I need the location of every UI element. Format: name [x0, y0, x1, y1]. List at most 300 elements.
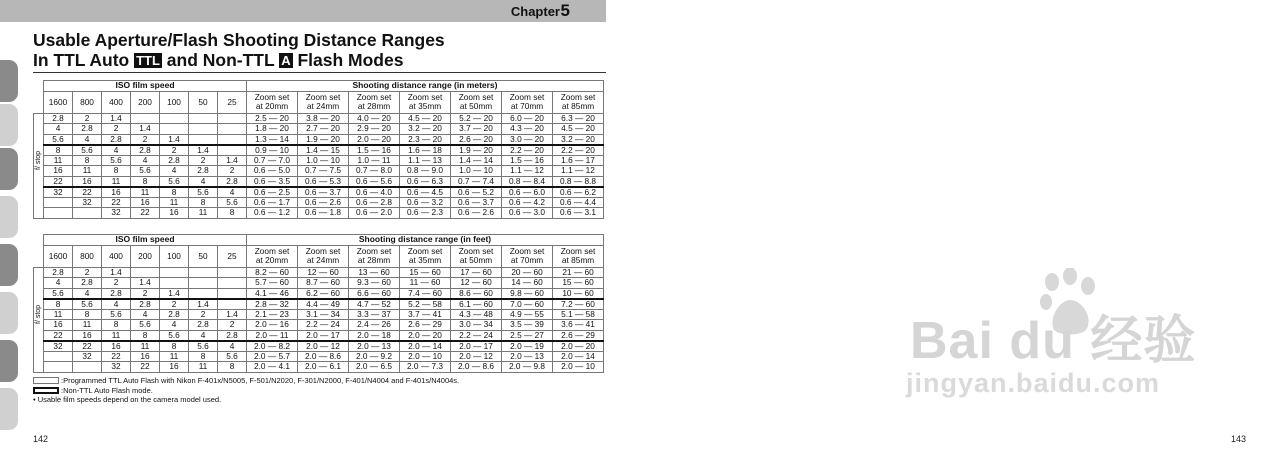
aperture-cell: 5.6: [73, 299, 102, 310]
aperture-cell: [44, 197, 73, 208]
distance-cell: 0.6 — 5.6: [349, 176, 400, 187]
aperture-cell: 2: [102, 124, 131, 135]
distance-cell: 0.6 — 2.3: [400, 208, 451, 219]
iso-speed-header: 50: [189, 91, 218, 113]
aperture-cell: 32: [44, 187, 73, 198]
distance-cell: 2.0 — 16: [247, 320, 298, 331]
table-row: [34, 134, 604, 145]
distance-cell: 2.0 — 20: [349, 134, 400, 145]
distance-cell: 1.9 — 20: [451, 145, 502, 156]
distance-cell: 2.6 — 20: [451, 134, 502, 145]
distance-cell: 2.0 — 18: [349, 330, 400, 341]
distance-cell: 0.6 — 3.5: [247, 176, 298, 187]
legend-non-ttl: [33, 386, 459, 396]
aperture-cell: 22: [44, 330, 73, 341]
corner-cell: [34, 235, 44, 246]
table-row: [34, 278, 604, 289]
table-row: [34, 320, 604, 331]
title-divider: [33, 72, 606, 73]
aperture-cell: 5.6: [218, 197, 247, 208]
distance-cell: 0.6 — 5.0: [247, 166, 298, 177]
aperture-cell: 5.6: [160, 330, 189, 341]
aperture-cell: [189, 288, 218, 299]
table-row: [34, 208, 604, 219]
aperture-cell: 2: [218, 166, 247, 177]
zoom-header-line: Zoom set: [305, 246, 341, 256]
aperture-cell: 4: [73, 134, 102, 145]
zoom-header-line: Zoom set: [305, 92, 341, 102]
aperture-cell: 2.8: [189, 320, 218, 331]
table-header-row: [34, 235, 604, 246]
zoom-header: [349, 245, 400, 267]
distance-cell: 0.6 — 5.2: [451, 187, 502, 198]
distance-cell: 0.7 — 8.0: [349, 166, 400, 177]
aperture-cell: 8: [131, 330, 160, 341]
table-row: [34, 267, 604, 278]
distance-cell: 2.0 — 10: [553, 362, 604, 373]
aperture-cell: 1.4: [131, 124, 160, 135]
aperture-cell: 1.4: [218, 309, 247, 320]
zoom-header: [247, 91, 298, 113]
aperture-cell: 11: [189, 208, 218, 219]
iso-header: ISO film speed: [44, 235, 247, 246]
distance-cell: 0.6 — 3.0: [502, 208, 553, 219]
aperture-cell: 4: [160, 166, 189, 177]
distance-cell: 2.0 — 8.6: [451, 362, 502, 373]
aperture-cell: 1.4: [160, 134, 189, 145]
distance-cell: 2.0 — 4.1: [247, 362, 298, 373]
iso-speed-header: 100: [160, 245, 189, 267]
aperture-cell: 8: [131, 176, 160, 187]
iso-speed-header: 400: [102, 245, 131, 267]
aperture-cell: 2.8: [102, 134, 131, 145]
distance-cell: 8.6 — 60: [451, 288, 502, 299]
aperture-cell: 4: [44, 124, 73, 135]
legend-ttl-text: :Programmed TTL Auto Flash with Nikon F-401x/N5005, F-501/N2020, F-301/N2000, F-401/N4004 and F-401s/N4004s.: [61, 376, 460, 385]
title-text: In TTL Auto: [33, 50, 135, 70]
table-header-row: [34, 81, 604, 92]
aperture-cell: 4: [218, 187, 247, 198]
distance-cell: 3.2 — 20: [553, 134, 604, 145]
watermark-logo-text: Bai du 经验: [910, 312, 1197, 370]
table-row: [34, 197, 604, 208]
aperture-cell: [189, 134, 218, 145]
aperture-cell: 8: [160, 187, 189, 198]
table-row: [34, 309, 604, 320]
aperture-cell: 5.6: [218, 351, 247, 362]
non-ttl-swatch: [33, 387, 59, 394]
distance-cell: 3.8 — 20: [298, 113, 349, 124]
chapter-bar: [0, 0, 606, 22]
ttl-swatch: [33, 377, 59, 384]
distance-cell: 1.4 — 14: [451, 155, 502, 166]
aperture-cell: 22: [102, 197, 131, 208]
aperture-cell: 8: [189, 351, 218, 362]
distance-cell: 20 — 60: [502, 267, 553, 278]
iso-speed-header: 200: [131, 91, 160, 113]
aperture-cell: 2: [160, 299, 189, 310]
zoom-header: [451, 245, 502, 267]
distance-cell: 0.6 — 2.6: [451, 208, 502, 219]
legend-note: [33, 395, 459, 405]
aperture-cell: 16: [44, 166, 73, 177]
distance-cell: 11 — 60: [400, 278, 451, 289]
corner-cell: [34, 245, 44, 267]
aperture-cell: 2.8: [44, 267, 73, 278]
distance-cell: 1.6 — 18: [400, 145, 451, 156]
distance-cell: 6.0 — 20: [502, 113, 553, 124]
iso-speed-header: 25: [218, 91, 247, 113]
distance-cell: 4.4 — 49: [298, 299, 349, 310]
aperture-cell: 2: [131, 134, 160, 145]
distance-cell: 1.6 — 17: [553, 155, 604, 166]
aperture-cell: [160, 113, 189, 124]
distance-cell: 0.6 — 6.3: [400, 176, 451, 187]
aperture-cell: 5.6: [73, 145, 102, 156]
distance-cell: 2.0 — 13: [502, 351, 553, 362]
aperture-cell: [44, 208, 73, 219]
distance-cell: 6.3 — 20: [553, 113, 604, 124]
distance-cell: 2.2 — 24: [451, 330, 502, 341]
distance-cell: 0.6 — 4.2: [502, 197, 553, 208]
aperture-cell: 4: [189, 330, 218, 341]
distance-cell: 7.4 — 60: [400, 288, 451, 299]
distance-cell: 0.9 — 10: [247, 145, 298, 156]
distance-cell: 3.7 — 41: [400, 309, 451, 320]
distance-cell: 1.1 — 12: [502, 166, 553, 177]
aperture-cell: 11: [44, 155, 73, 166]
distance-cell: 1.0 — 11: [349, 155, 400, 166]
distance-cell: 1.4 — 15: [298, 145, 349, 156]
distance-cell: 3.7 — 20: [451, 124, 502, 135]
zoom-header: [451, 91, 502, 113]
zoom-header: [553, 245, 604, 267]
distance-cell: 2.0 — 14: [400, 341, 451, 352]
zoom-header-line: at 70mm: [510, 101, 544, 111]
table-subheader-row: [34, 91, 604, 113]
aperture-cell: 2.8: [73, 278, 102, 289]
distance-cell: 2.0 — 5.7: [247, 351, 298, 362]
aperture-cell: 2: [189, 155, 218, 166]
chapter-tab: [0, 244, 18, 286]
zoom-header-line: at 24mm: [306, 101, 340, 111]
distance-cell: 1.0 — 10: [451, 166, 502, 177]
zoom-header-line: at 35mm: [408, 255, 442, 265]
meters-distance-table: [33, 80, 604, 219]
aperture-cell: 2.8: [189, 166, 218, 177]
distance-cell: 8.7 — 60: [298, 278, 349, 289]
zoom-header-line: at 20mm: [255, 101, 289, 111]
distance-cell: 2.6 — 29: [400, 320, 451, 331]
aperture-cell: 32: [73, 197, 102, 208]
aperture-cell: [218, 267, 247, 278]
aperture-cell: 2.8: [218, 176, 247, 187]
table-row: [34, 187, 604, 198]
aperture-cell: 8: [218, 362, 247, 373]
table-row: [34, 124, 604, 135]
aperture-cell: 11: [160, 351, 189, 362]
distance-cell: 6.1 — 60: [451, 299, 502, 310]
table-row: [34, 351, 604, 362]
iso-speed-header: 100: [160, 91, 189, 113]
distance-cell: 17 — 60: [451, 267, 502, 278]
distance-cell: 0.6 — 2.0: [349, 208, 400, 219]
distance-cell: 0.7 — 7.0: [247, 155, 298, 166]
aperture-cell: [73, 362, 102, 373]
distance-cell: 4.0 — 20: [349, 113, 400, 124]
aperture-cell: 16: [73, 176, 102, 187]
distance-cell: 0.6 — 6.0: [502, 187, 553, 198]
distance-cell: 0.6 — 1.7: [247, 197, 298, 208]
distance-cell: 3.2 — 20: [400, 124, 451, 135]
zoom-header: [400, 91, 451, 113]
chapter-tab: [0, 148, 18, 190]
fstop-label-cell: [34, 113, 44, 218]
aperture-cell: [189, 113, 218, 124]
distance-cell: 2.0 — 20: [400, 330, 451, 341]
distance-cell: 0.6 — 2.5: [247, 187, 298, 198]
aperture-cell: 8: [73, 309, 102, 320]
distance-cell: 12 — 60: [451, 278, 502, 289]
aperture-cell: [160, 124, 189, 135]
feet-distance-table: [33, 234, 604, 373]
distance-cell: 2.0 — 12: [298, 341, 349, 352]
table-row: [34, 113, 604, 124]
distance-cell: 2.7 — 20: [298, 124, 349, 135]
table-subheader-row: [34, 245, 604, 267]
aperture-cell: 5.6: [44, 288, 73, 299]
distance-cell: 6.2 — 60: [298, 288, 349, 299]
corner-cell: [34, 91, 44, 113]
distance-cell: 0.6 — 3.7: [451, 197, 502, 208]
aperture-cell: 32: [102, 208, 131, 219]
corner-cell: [34, 81, 44, 92]
table-row: [34, 176, 604, 187]
zoom-header-line: at 28mm: [357, 255, 391, 265]
distance-cell: 15 — 60: [553, 278, 604, 289]
aperture-cell: 8: [44, 299, 73, 310]
zoom-header-line: Zoom set: [356, 92, 392, 102]
distance-cell: 2.0 — 19: [502, 341, 553, 352]
aperture-cell: 22: [73, 187, 102, 198]
distance-cell: 2.0 — 10: [400, 351, 451, 362]
aperture-cell: [218, 113, 247, 124]
zoom-header-line: at 28mm: [357, 101, 391, 111]
distance-cell: 2.3 — 20: [400, 134, 451, 145]
aperture-cell: 1.4: [189, 299, 218, 310]
aperture-cell: 2: [160, 145, 189, 156]
chapter-tab: [0, 60, 18, 102]
distance-cell: 10 — 60: [553, 288, 604, 299]
distance-cell: 2.0 — 6.5: [349, 362, 400, 373]
zoom-header-line: Zoom set: [356, 246, 392, 256]
aperture-cell: [44, 351, 73, 362]
aperture-cell: 1.4: [102, 113, 131, 124]
distance-cell: 4.1 — 46: [247, 288, 298, 299]
aperture-cell: 5.6: [102, 309, 131, 320]
aperture-cell: 5.6: [160, 176, 189, 187]
distance-cell: 2.2 — 24: [298, 320, 349, 331]
zoom-header-line: at 70mm: [510, 255, 544, 265]
iso-header: ISO film speed: [44, 81, 247, 92]
distance-cell: 2.1 — 23: [247, 309, 298, 320]
distance-cell: 14 — 60: [502, 278, 553, 289]
aperture-cell: 16: [102, 187, 131, 198]
distance-cell: 9.3 — 60: [349, 278, 400, 289]
aperture-cell: 11: [102, 176, 131, 187]
distance-cell: 1.1 — 12: [553, 166, 604, 177]
distance-cell: 3.1 — 34: [298, 309, 349, 320]
title-line-2: [33, 50, 445, 70]
distance-cell: 2.5 — 20: [247, 113, 298, 124]
distance-cell: 2.0 — 13: [349, 341, 400, 352]
zoom-header: [349, 91, 400, 113]
aperture-cell: 2: [73, 267, 102, 278]
distance-cell: 2.0 — 12: [451, 351, 502, 362]
distance-cell: 2.0 — 11: [247, 330, 298, 341]
zoom-header-line: at 85mm: [561, 101, 595, 111]
aperture-cell: 2.8: [131, 145, 160, 156]
aperture-cell: 1.4: [189, 145, 218, 156]
distance-cell: 0.6 — 1.8: [298, 208, 349, 219]
aperture-cell: 1.4: [160, 288, 189, 299]
zoom-header-line: at 20mm: [255, 255, 289, 265]
distance-cell: 0.6 — 4.4: [553, 197, 604, 208]
zoom-header-line: at 50mm: [459, 255, 493, 265]
distance-header: Shooting distance range (in meters): [247, 81, 604, 92]
aperture-cell: [131, 267, 160, 278]
legend: [33, 376, 459, 405]
distance-cell: 21 — 60: [553, 267, 604, 278]
distance-cell: 6.6 — 60: [349, 288, 400, 299]
aperture-cell: 2.8: [160, 309, 189, 320]
distance-cell: 4.5 — 20: [553, 124, 604, 135]
zoom-header-line: at 24mm: [306, 255, 340, 265]
aperture-cell: 2.8: [73, 124, 102, 135]
distance-cell: 2.6 — 29: [553, 330, 604, 341]
distance-cell: 2.0 — 17: [451, 341, 502, 352]
aperture-cell: 32: [102, 362, 131, 373]
zoom-header: [298, 91, 349, 113]
aperture-cell: 2.8: [131, 299, 160, 310]
iso-speed-header: 50: [189, 245, 218, 267]
distance-cell: 2.4 — 26: [349, 320, 400, 331]
aperture-cell: 2: [102, 278, 131, 289]
zoom-header-line: Zoom set: [560, 246, 596, 256]
aperture-cell: 4: [102, 145, 131, 156]
distance-cell: 1.1 — 13: [400, 155, 451, 166]
aperture-cell: [160, 267, 189, 278]
aperture-cell: 2: [73, 113, 102, 124]
aperture-cell: 22: [44, 176, 73, 187]
aperture-cell: 8: [73, 155, 102, 166]
aperture-cell: [160, 278, 189, 289]
zoom-header-line: Zoom set: [509, 92, 545, 102]
table-row: [34, 288, 604, 299]
distance-cell: 0.6 — 4.5: [400, 187, 451, 198]
aperture-cell: 8: [102, 166, 131, 177]
distance-cell: 2.0 — 9.2: [349, 351, 400, 362]
fstop-label-cell: [34, 267, 44, 372]
aperture-cell: 22: [73, 341, 102, 352]
zoom-header-line: Zoom set: [407, 246, 443, 256]
aperture-cell: 2: [189, 309, 218, 320]
aperture-cell: 5.6: [189, 187, 218, 198]
distance-cell: 3.5 — 39: [502, 320, 553, 331]
chapter-tab: [0, 340, 18, 382]
aperture-cell: 5.6: [102, 155, 131, 166]
aperture-cell: 11: [189, 362, 218, 373]
table-row: [34, 299, 604, 310]
distance-cell: 3.0 — 20: [502, 134, 553, 145]
aperture-cell: 4: [218, 341, 247, 352]
aperture-cell: 8: [218, 208, 247, 219]
zoom-header-line: Zoom set: [509, 246, 545, 256]
aperture-cell: [218, 124, 247, 135]
distance-header: Shooting distance range (in feet): [247, 235, 604, 246]
aperture-cell: 32: [73, 351, 102, 362]
table-row: [34, 145, 604, 156]
distance-cell: 2.0 — 20: [553, 341, 604, 352]
distance-cell: 4.9 — 55: [502, 309, 553, 320]
table-row: [34, 362, 604, 373]
distance-cell: 0.6 — 6.2: [553, 187, 604, 198]
distance-cell: 1.8 — 20: [247, 124, 298, 135]
distance-cell: 0.6 — 3.2: [400, 197, 451, 208]
zoom-header: [298, 245, 349, 267]
aperture-cell: 2: [218, 320, 247, 331]
zoom-header-line: Zoom set: [407, 92, 443, 102]
aperture-cell: 2: [131, 288, 160, 299]
distance-cell: 2.0 — 7.3: [400, 362, 451, 373]
distance-cell: 0.8 — 8.4: [502, 176, 553, 187]
distance-cell: 0.6 — 5.3: [298, 176, 349, 187]
distance-cell: 0.7 — 7.5: [298, 166, 349, 177]
ttl-mode-icon: TTL: [136, 53, 160, 68]
aperture-cell: 11: [131, 341, 160, 352]
aperture-cell: [218, 134, 247, 145]
distance-cell: 1.5 — 16: [502, 155, 553, 166]
table-row: [34, 330, 604, 341]
distance-cell: 5.2 — 20: [451, 113, 502, 124]
iso-speed-header: 1600: [44, 91, 73, 113]
distance-cell: 0.6 — 4.0: [349, 187, 400, 198]
watermark: [880, 268, 1220, 418]
legend-ttl: [33, 376, 459, 386]
aperture-cell: 16: [44, 320, 73, 331]
aperture-cell: [218, 288, 247, 299]
distance-cell: 0.8 — 8.8: [553, 176, 604, 187]
aperture-cell: 4: [160, 320, 189, 331]
page-number-right: 143: [1231, 434, 1247, 444]
distance-cell: 8.2 — 60: [247, 267, 298, 278]
distance-cell: 2.0 — 8.6: [298, 351, 349, 362]
aperture-cell: 11: [160, 197, 189, 208]
zoom-header-line: Zoom set: [254, 246, 290, 256]
title-line-1: Usable Aperture/Flash Shooting Distance Ranges: [33, 30, 445, 50]
aperture-cell: 16: [102, 341, 131, 352]
distance-cell: 4.3 — 48: [451, 309, 502, 320]
aperture-cell: [218, 299, 247, 310]
distance-cell: 7.2 — 60: [553, 299, 604, 310]
aperture-cell: 2.8: [102, 288, 131, 299]
distance-cell: 1.3 — 14: [247, 134, 298, 145]
aperture-cell: 4: [131, 309, 160, 320]
distance-cell: 13 — 60: [349, 267, 400, 278]
aperture-cell: [44, 362, 73, 373]
zoom-header-line: at 35mm: [408, 101, 442, 111]
aperture-cell: 16: [131, 351, 160, 362]
